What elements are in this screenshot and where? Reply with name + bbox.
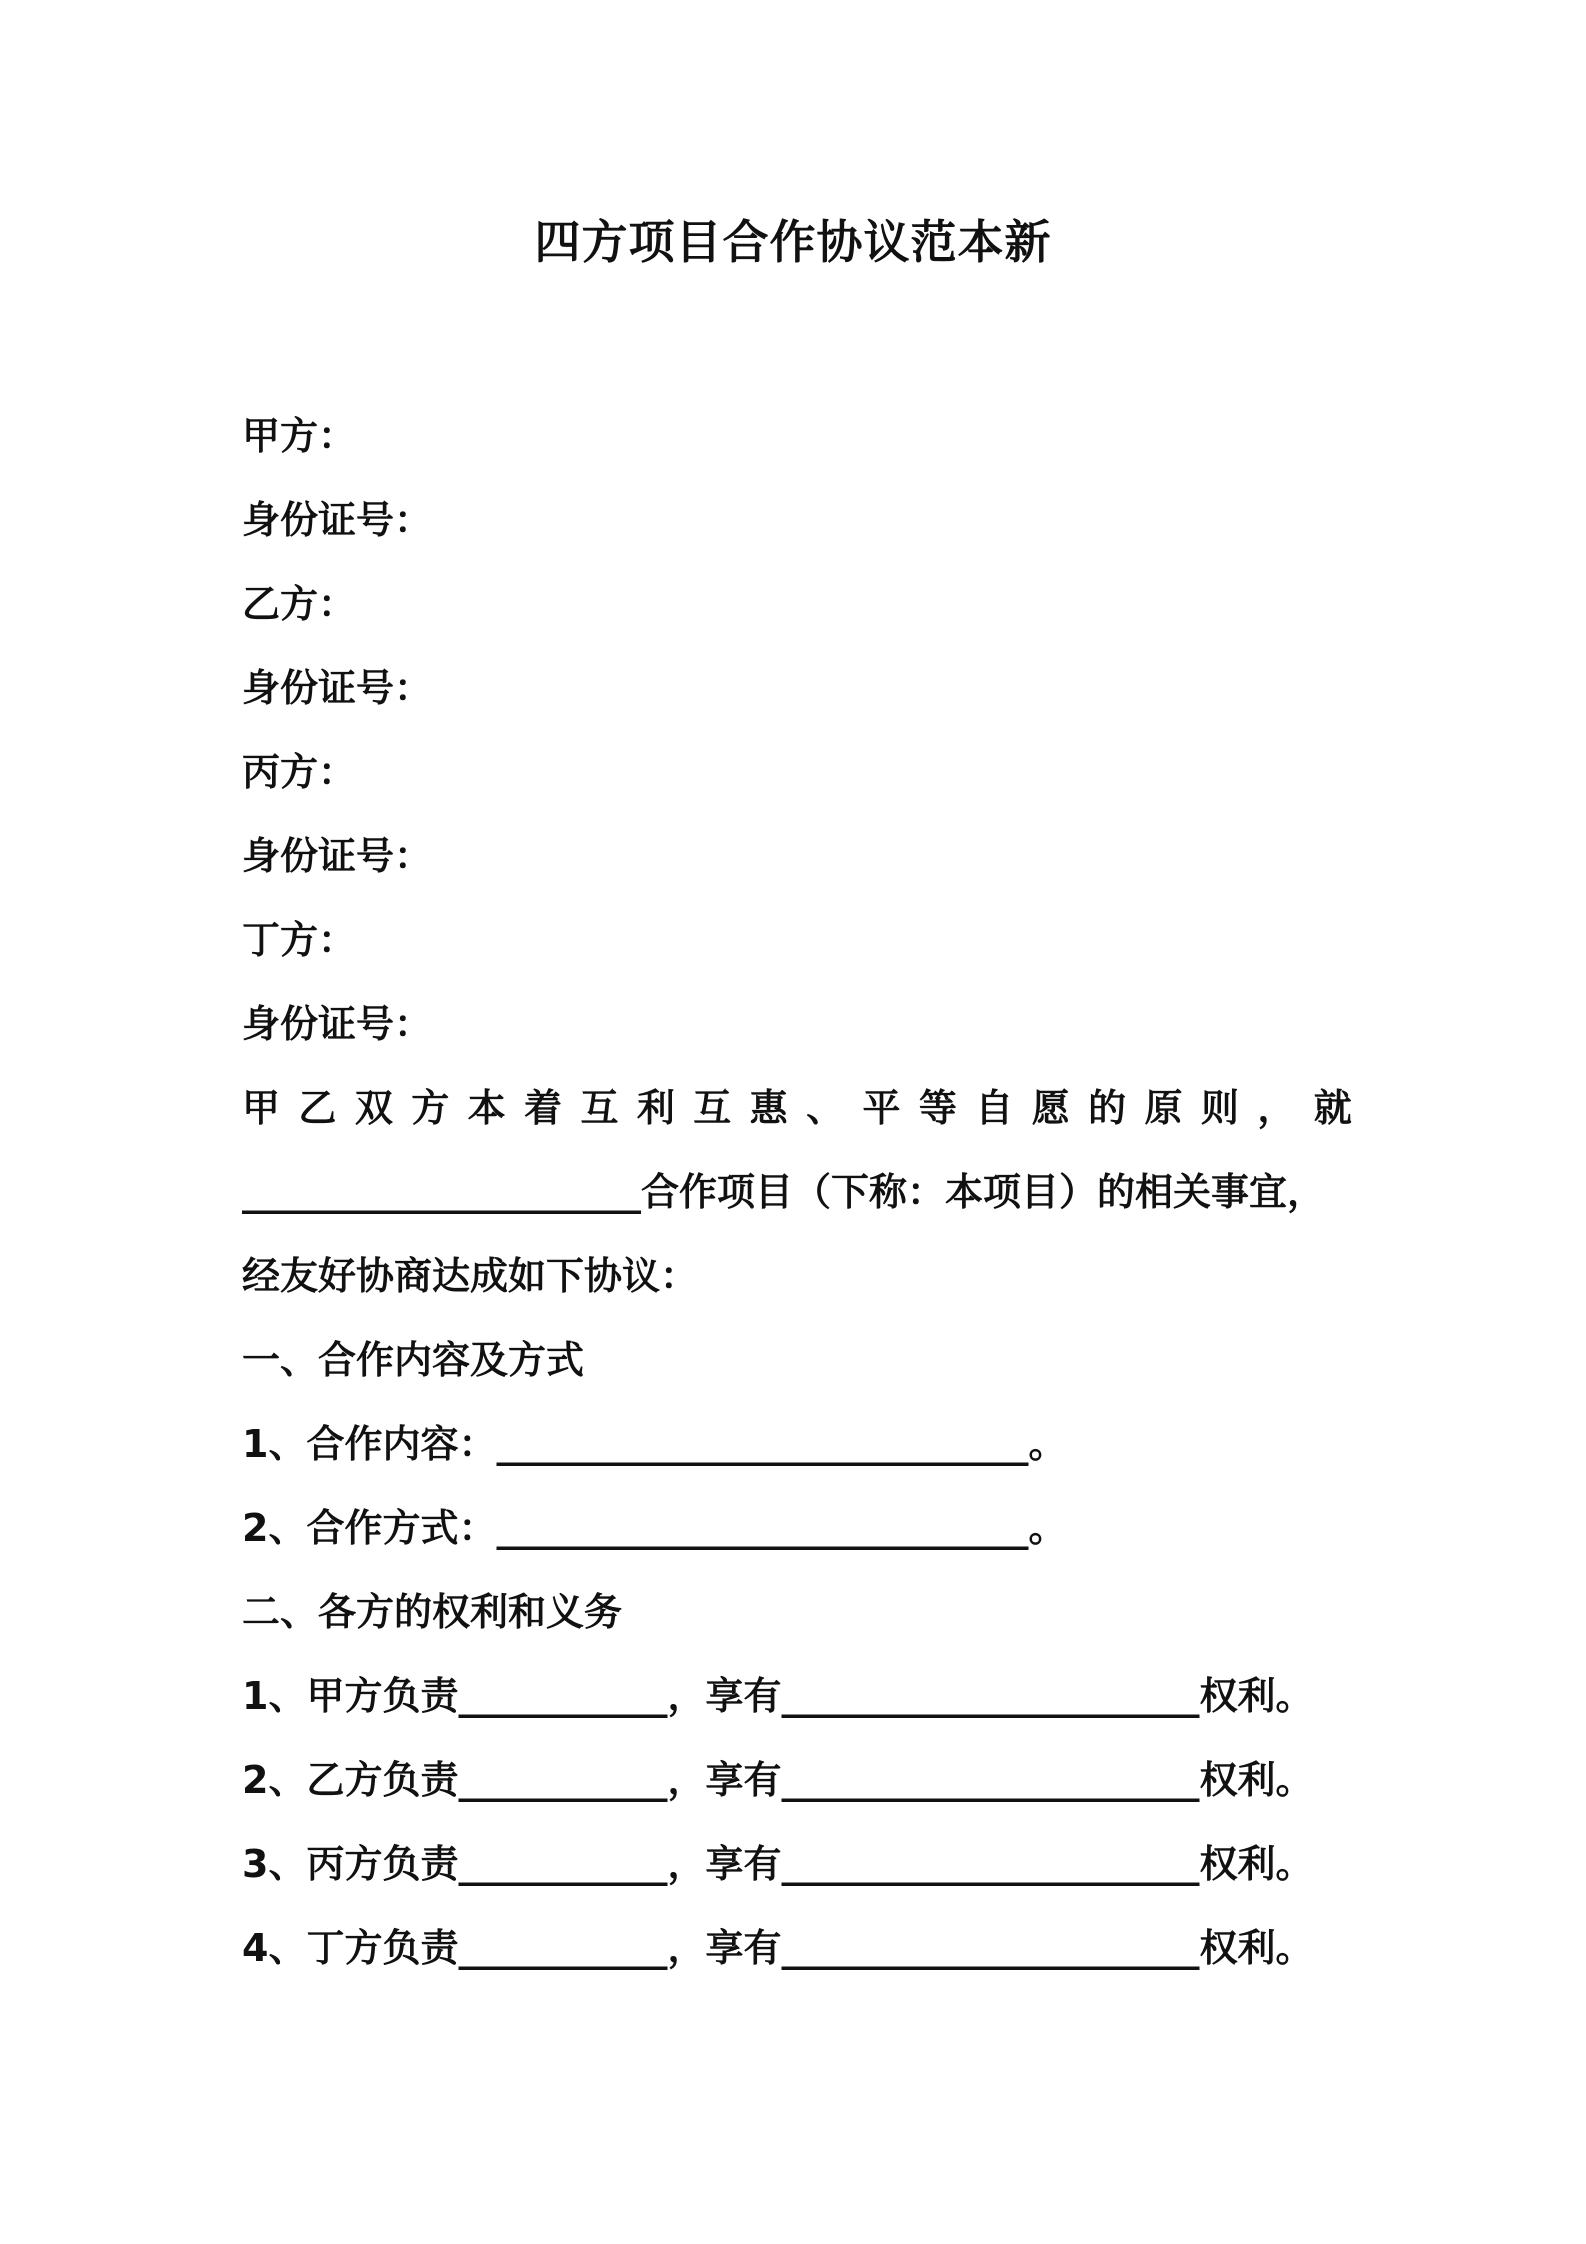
intro-char: 原 xyxy=(1144,1086,1183,1130)
intro-char: 平 xyxy=(862,1086,901,1130)
party-c-id-label: 身份证号： xyxy=(242,834,433,878)
intro-char: 愿 xyxy=(1031,1086,1070,1130)
intro-char: 方 xyxy=(411,1086,450,1130)
intro-char: 利 xyxy=(636,1086,675,1130)
intro-char: 则 xyxy=(1200,1086,1239,1130)
intro-char: 、 xyxy=(806,1086,845,1130)
section-2-item-4: 4、丁方负责___________，享有______________________权利。 xyxy=(242,1926,1314,1970)
document-title: 四方项目合作协议范本新 xyxy=(534,215,1052,269)
intro-char: 互 xyxy=(580,1086,619,1130)
intro-char: 着 xyxy=(524,1086,563,1130)
intro-line-3: 经友好协商达成如下协议： xyxy=(242,1254,699,1298)
intro-char: 乙 xyxy=(298,1086,337,1130)
party-a-id-label: 身份证号： xyxy=(242,498,433,542)
intro-char: 本 xyxy=(467,1086,506,1130)
party-c-label: 丙方： xyxy=(242,750,357,794)
section-2-item-2: 2、乙方负责___________，享有______________________权利。 xyxy=(242,1758,1314,1802)
intro-line-1 xyxy=(242,1082,1352,1134)
intro-char: 甲 xyxy=(242,1086,281,1130)
party-d-id-label: 身份证号： xyxy=(242,1002,433,1046)
intro-char: 惠 xyxy=(749,1086,788,1130)
party-b-label: 乙方： xyxy=(242,582,357,626)
intro-char: 双 xyxy=(354,1086,393,1130)
section-1-heading: 一、合作内容及方式 xyxy=(242,1338,585,1382)
intro-line-2: _____________________合作项目（下称：本项目）的相关事宜， xyxy=(242,1170,1326,1214)
party-a-label: 甲方： xyxy=(242,414,357,458)
section-1-item-1: 1、合作内容：____________________________。 xyxy=(242,1422,1067,1466)
intro-char: 自 xyxy=(975,1086,1014,1130)
section-2-heading: 二、各方的权利和义务 xyxy=(242,1590,623,1634)
intro-char: 的 xyxy=(1088,1086,1127,1130)
intro-char: 互 xyxy=(693,1086,732,1130)
party-d-label: 丁方： xyxy=(242,918,357,962)
section-2-item-1: 1、甲方负责___________，享有______________________权利。 xyxy=(242,1674,1314,1718)
party-b-id-label: 身份证号： xyxy=(242,666,433,710)
section-1-item-2: 2、合作方式：____________________________。 xyxy=(242,1506,1067,1550)
section-2-item-3: 3、丙方负责___________，享有______________________权利。 xyxy=(242,1842,1314,1886)
intro-char: ， xyxy=(1257,1086,1296,1130)
intro-char: 等 xyxy=(918,1086,957,1130)
intro-char: 就 xyxy=(1313,1086,1352,1130)
